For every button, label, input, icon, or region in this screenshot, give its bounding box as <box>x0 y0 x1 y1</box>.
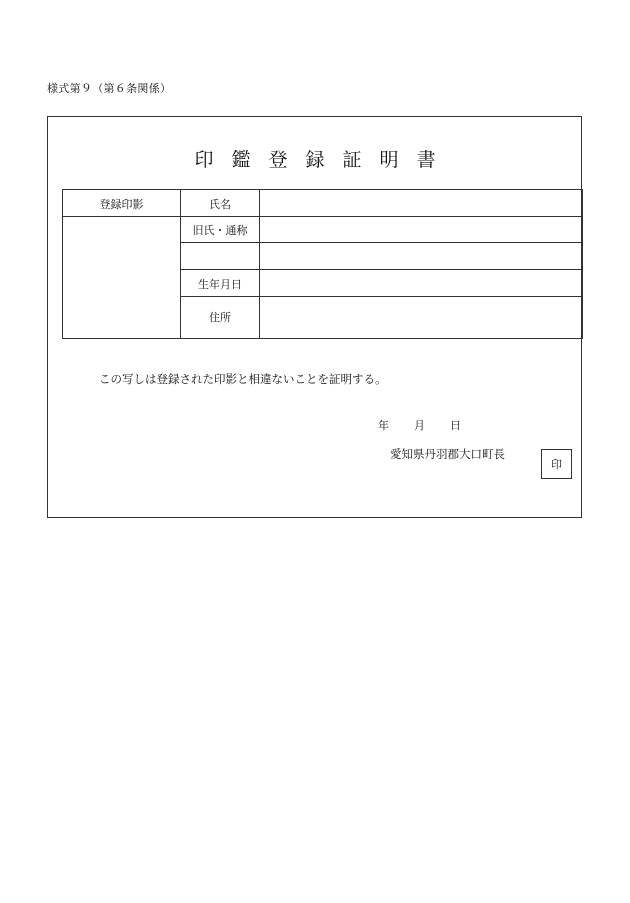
certificate-title: 印鑑登録証明書 <box>194 149 454 171</box>
table-row-line-1 <box>180 216 582 217</box>
table-divider-label <box>259 190 260 338</box>
seal-image-header: 登録印影 <box>99 198 144 211</box>
table-row-line-4 <box>180 296 582 297</box>
birthdate-label: 生年月日 <box>198 278 242 291</box>
seal-image-area <box>63 217 180 338</box>
date-year-label: 年 <box>378 419 389 432</box>
former-name-label: 旧氏・通称 <box>192 224 248 237</box>
certification-text: この写しは登録された印影と相違ないことを証明する。 <box>99 372 387 386</box>
seal-box <box>541 449 572 479</box>
table-row-line-2 <box>180 242 582 243</box>
registration-table <box>62 189 583 339</box>
issuer-name: 愛知県丹羽郡大口町長 <box>390 447 505 461</box>
address-label: 住所 <box>209 311 231 324</box>
form-number: 様式第９（第６条関係） <box>47 82 172 95</box>
date-month-label: 月 <box>414 419 425 432</box>
date-day-label: 日 <box>450 419 461 432</box>
seal-label: 印 <box>551 458 562 471</box>
table-row-line-3 <box>180 269 582 270</box>
name-label: 氏名 <box>209 198 231 211</box>
